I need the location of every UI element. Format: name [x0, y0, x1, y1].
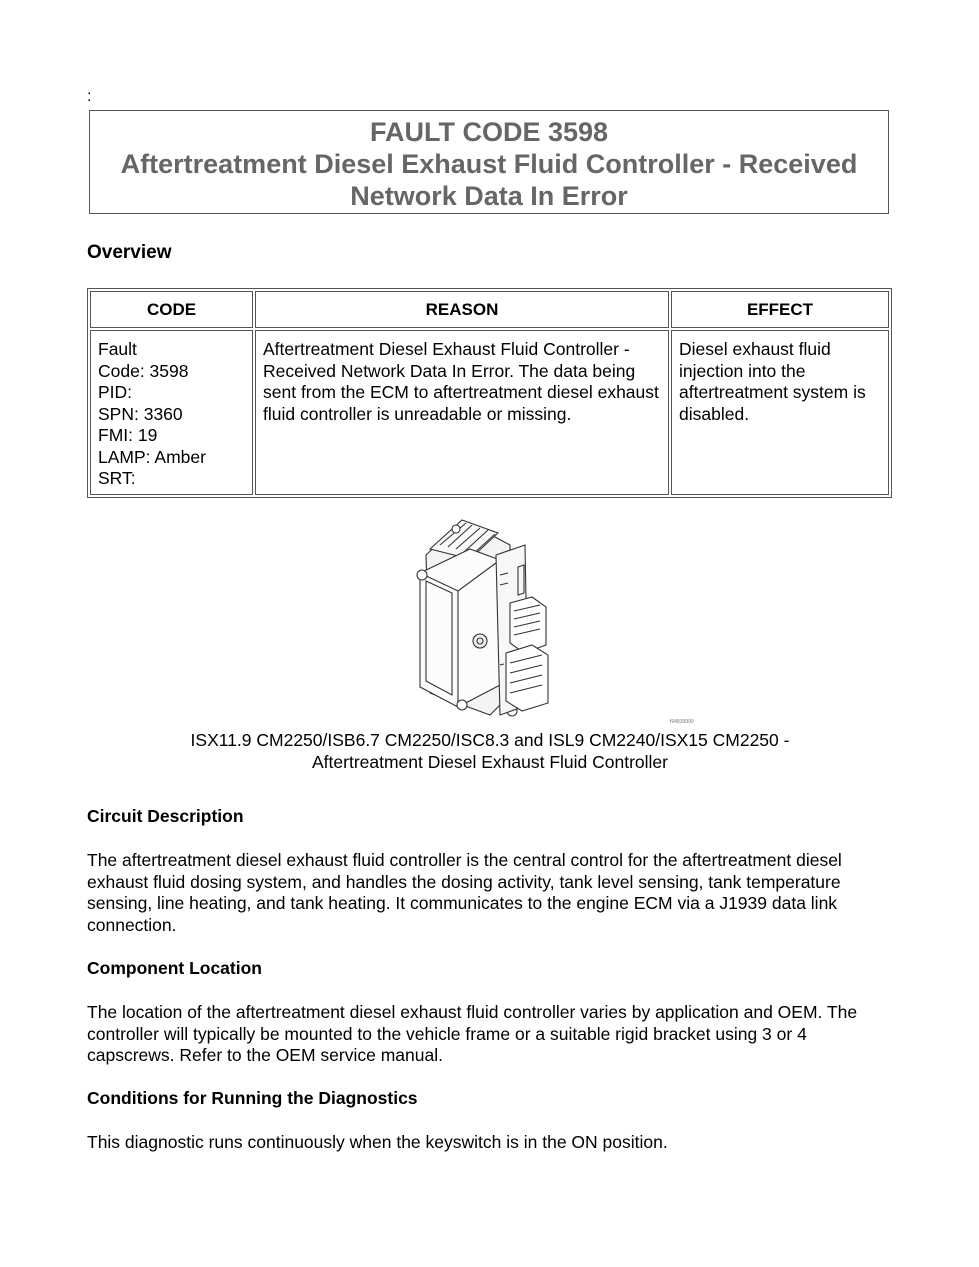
controller-figure	[400, 515, 700, 727]
cell-code: Fault Code: 3598 PID: SPN: 3360 FMI: 19 LAMP: Amber SRT:	[90, 330, 253, 495]
fault-title-line-2: Network Data In Error	[350, 181, 628, 211]
component-location-heading: Component Location	[87, 958, 262, 978]
cell-effect: Diesel exhaust fluid injection into the aftertreatment system is disabled.	[671, 330, 889, 495]
table-header-row	[90, 291, 889, 328]
header-effect: EFFECT	[671, 291, 889, 328]
figure-ref-id: f94839990	[670, 719, 694, 725]
circuit-description-heading: Circuit Description	[87, 806, 244, 826]
title-box	[89, 110, 889, 214]
figure-caption	[90, 730, 890, 773]
page-marker: :	[87, 88, 92, 105]
fault-code-title: FAULT CODE 3598	[369, 117, 609, 147]
overview-table	[87, 288, 892, 498]
circuit-description-text: The aftertreatment diesel exhaust fluid controller is the central control for the aftertreatment diesel exhaust fluid dosing system, and handles the dosing activity, tank level sensing, tank temperature sensing, line heating, and tank heating. It communicates to the engine ECM via a J1939 data link connection.	[87, 850, 842, 935]
table-row	[90, 330, 889, 495]
controller-module-icon	[400, 515, 700, 727]
cell-reason: Aftertreatment Diesel Exhaust Fluid Controller - Received Network Data In Error. The data being sent from the ECM to aftertreatment diesel exhaust fluid controller is unreadable or missing.	[255, 330, 669, 495]
header-code: CODE	[90, 291, 253, 328]
conditions-heading: Conditions for Running the Diagnostics	[87, 1088, 418, 1108]
caption-line-2: Aftertreatment Diesel Exhaust Fluid Controller	[312, 751, 668, 772]
conditions-text: This diagnostic runs continuously when the keyswitch is in the ON position.	[87, 1132, 668, 1152]
header-reason: REASON	[255, 291, 669, 328]
component-location-text: The location of the aftertreatment diesel exhaust fluid controller varies by application and OEM. The controller will typically be mounted to the vehicle frame or a suitable rigid bracket using 3 or 4 capscrews. Refer to the OEM service manual.	[87, 1002, 858, 1065]
fault-title-line-1: Aftertreatment Diesel Exhaust Fluid Controller - Received	[120, 149, 858, 179]
caption-line-1: ISX11.9 CM2250/ISB6.7 CM2250/ISC8.3 and ISL9 CM2240/ISX15 CM2250 -	[190, 730, 790, 750]
overview-heading: Overview	[87, 242, 172, 263]
